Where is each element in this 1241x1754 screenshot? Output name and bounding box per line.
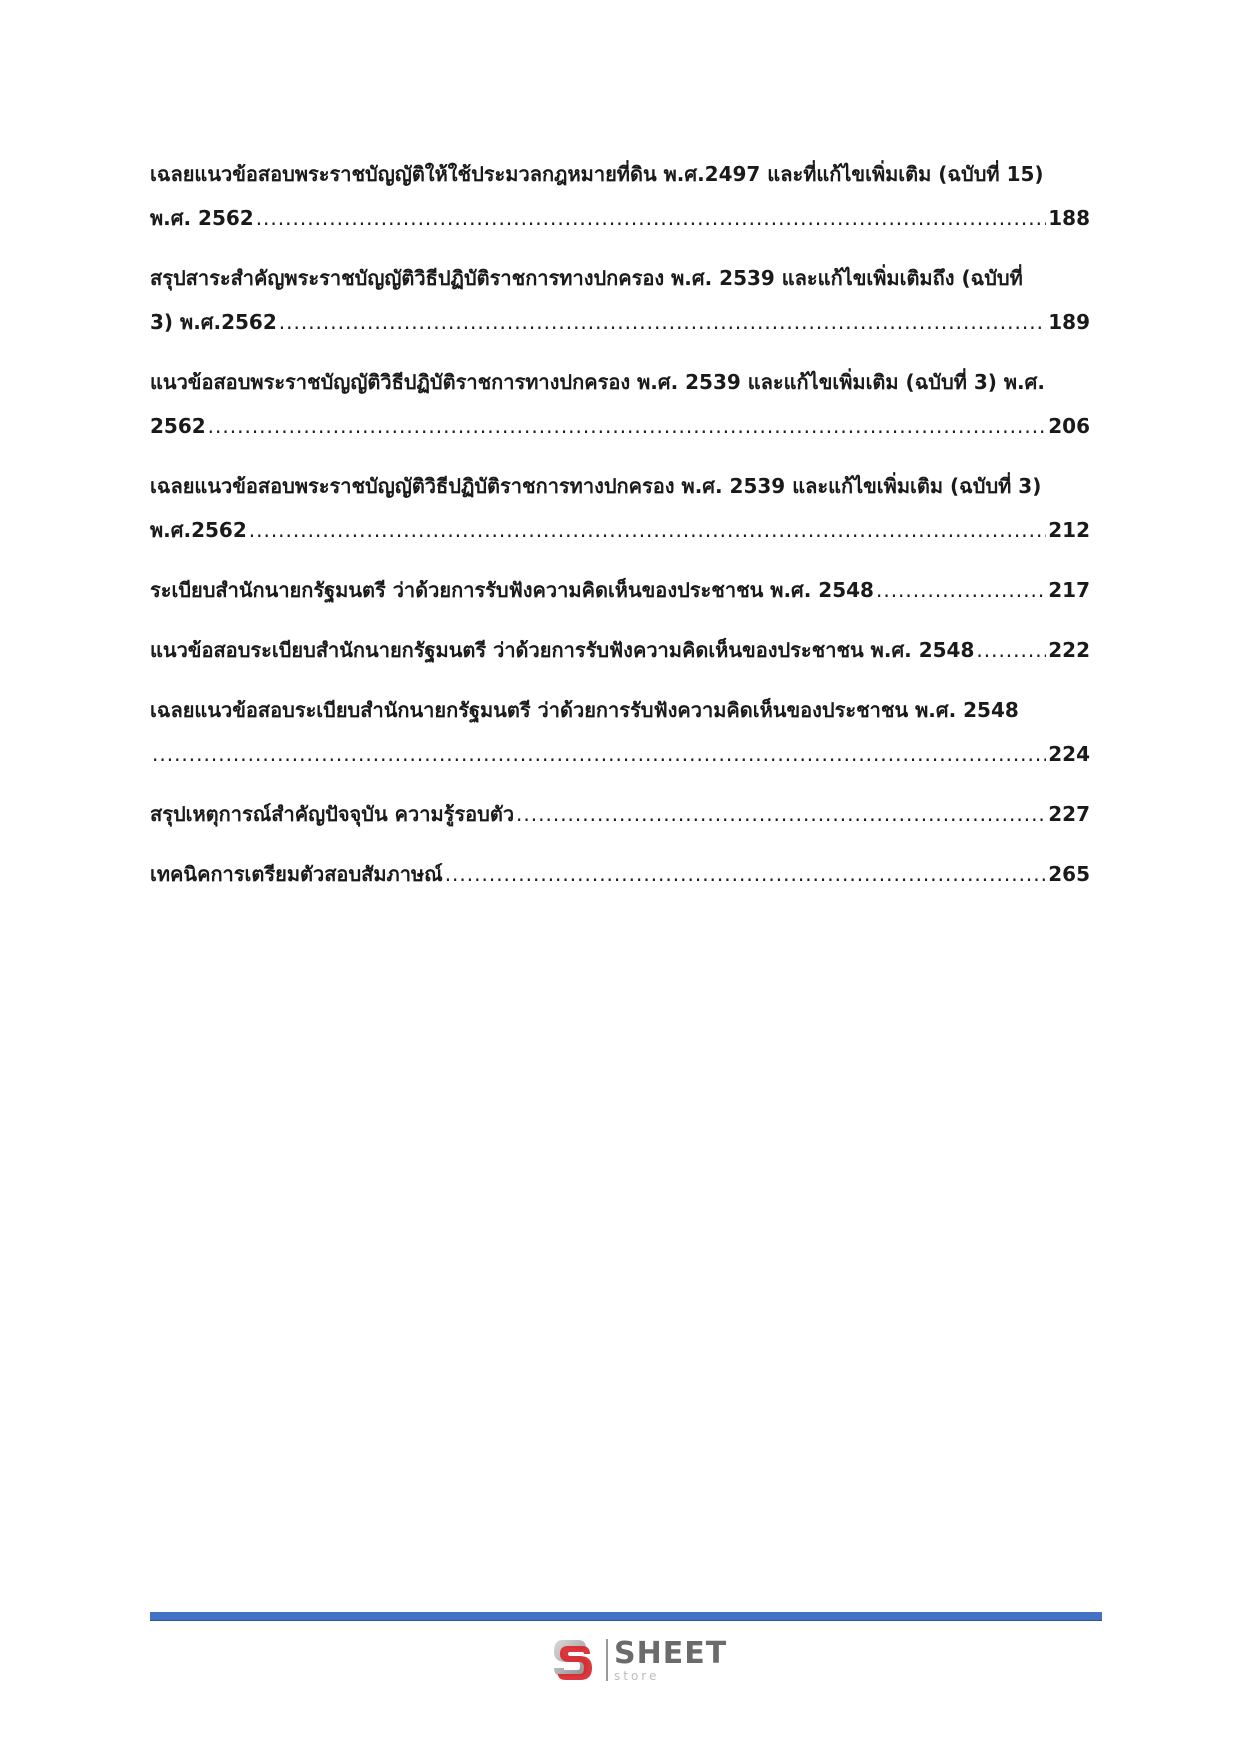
toc-page-number: 265 bbox=[1048, 862, 1090, 886]
dot-leader bbox=[249, 508, 1047, 552]
dot-leader bbox=[279, 300, 1046, 344]
dot-leader bbox=[876, 568, 1046, 612]
toc-entry[interactable] bbox=[150, 256, 1090, 344]
dot-leader bbox=[516, 792, 1046, 836]
toc-entry-leader bbox=[150, 568, 1090, 612]
toc-entry-continuation: เทคนิคการเตรียมตัวสอบสัมภาษณ์ bbox=[150, 862, 443, 886]
toc-entry[interactable] bbox=[150, 852, 1090, 896]
toc-entry-continuation: สรุปเหตุการณ์สำคัญปัจจุบัน ความรู้รอบตัว bbox=[150, 802, 515, 826]
toc-entry-leader bbox=[150, 792, 1090, 836]
footer-divider-bar bbox=[150, 1612, 1102, 1621]
toc-entry-leader bbox=[150, 196, 1090, 240]
toc-entry[interactable] bbox=[150, 568, 1090, 612]
toc-page-number: 224 bbox=[1048, 742, 1090, 766]
toc-entry-continuation: พ.ศ. 2562 bbox=[150, 206, 254, 230]
toc-entry-leader bbox=[150, 628, 1090, 672]
toc-entry-continuation: แนวข้อสอบระเบียบสำนักนายกรัฐมนตรี ว่าด้วยการรับฟังความคิดเห็นของประชาชน พ.ศ. 2548 bbox=[150, 638, 975, 662]
sheet-store-logo-icon bbox=[548, 1634, 600, 1686]
toc-entry-leader bbox=[150, 300, 1090, 344]
toc-entry-continuation: ระเบียบสำนักนายกรัฐมนตรี ว่าด้วยการรับฟังความคิดเห็นของประชาชน พ.ศ. 2548 bbox=[150, 578, 874, 602]
dot-leader bbox=[445, 852, 1047, 896]
toc-entry-leader bbox=[150, 404, 1090, 448]
toc-entry[interactable] bbox=[150, 152, 1090, 240]
toc-entry[interactable] bbox=[150, 464, 1090, 552]
logo-sub-text: store bbox=[614, 1668, 660, 1683]
toc-entry[interactable] bbox=[150, 688, 1090, 776]
dot-leader bbox=[976, 628, 1046, 672]
toc-entry-title: สรุปสาระสำคัญพระราชบัญญัติวิธีปฏิบัติราชการทางปกครอง พ.ศ. 2539 และแก้ไขเพิ่มเติมถึง (ฉบับที่ bbox=[150, 266, 1023, 290]
dot-leader bbox=[152, 732, 1046, 776]
toc-entry[interactable] bbox=[150, 360, 1090, 448]
toc-entry[interactable] bbox=[150, 792, 1090, 836]
toc-entry-leader bbox=[150, 732, 1090, 776]
toc-page-number: 217 bbox=[1048, 578, 1090, 602]
toc-page-number: 206 bbox=[1048, 414, 1090, 438]
toc-entry-continuation: พ.ศ.2562 bbox=[150, 518, 247, 542]
toc-entry-title: เฉลยแนวข้อสอบพระราชบัญญัติให้ใช้ประมวลกฎหมายที่ดิน พ.ศ.2497 และที่แก้ไขเพิ่มเติม (ฉบับที่ 15) bbox=[150, 162, 1044, 186]
toc-page-number: 222 bbox=[1048, 638, 1090, 662]
dot-leader bbox=[208, 404, 1047, 448]
logo-main-text: SHEET bbox=[614, 1635, 728, 1671]
toc-entry[interactable] bbox=[150, 628, 1090, 672]
toc-page-number: 189 bbox=[1048, 310, 1090, 334]
toc-entry-title: แนวข้อสอบพระราชบัญญัติวิธีปฏิบัติราชการทางปกครอง พ.ศ. 2539 และแก้ไขเพิ่มเติม (ฉบับที่ 3) พ.ศ. bbox=[150, 370, 1045, 394]
toc-entry-title: เฉลยแนวข้อสอบระเบียบสำนักนายกรัฐมนตรี ว่าด้วยการรับฟังความคิดเห็นของประชาชน พ.ศ. 2548 bbox=[150, 698, 1019, 722]
toc-entry-leader bbox=[150, 852, 1090, 896]
table-of-contents bbox=[150, 152, 1090, 912]
toc-page-number: 212 bbox=[1048, 518, 1090, 542]
toc-page-number: 227 bbox=[1048, 802, 1090, 826]
dot-leader bbox=[256, 196, 1047, 240]
logo-text bbox=[614, 1635, 728, 1683]
toc-entry-continuation: 2562 bbox=[150, 414, 206, 438]
toc-entry-leader bbox=[150, 508, 1090, 552]
toc-entry-continuation: 3) พ.ศ.2562 bbox=[150, 310, 277, 334]
toc-page-number: 188 bbox=[1048, 206, 1090, 230]
sheet-store-logo bbox=[548, 1632, 727, 1688]
toc-entry-title: เฉลยแนวข้อสอบพระราชบัญญัติวิธีปฏิบัติราชการทางปกครอง พ.ศ. 2539 และแก้ไขเพิ่มเติม (ฉบับที่ 3) bbox=[150, 474, 1042, 498]
logo-divider bbox=[606, 1639, 608, 1681]
